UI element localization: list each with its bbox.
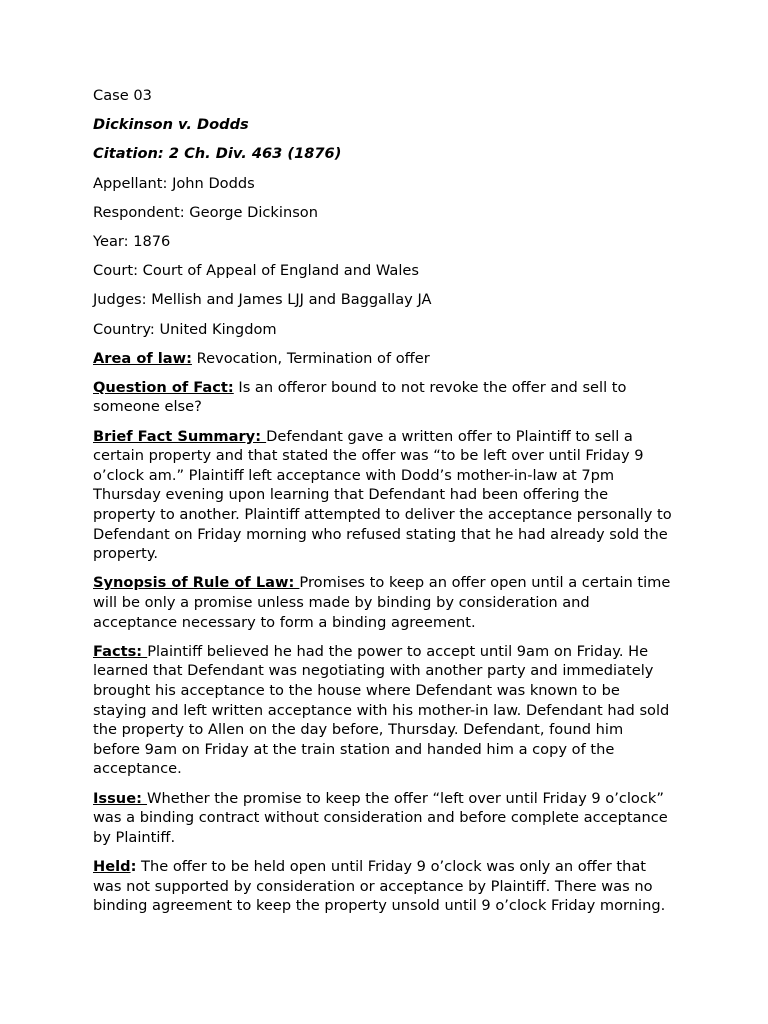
- synopsis-text: Promises to keep an offer open until a certain time will be only a promise unless made by binding by consideration and acceptance necessary to form a binding agreement.: [93, 574, 671, 631]
- area-of-law-label: Area of law:: [93, 349, 192, 367]
- case-name: Dickinson v. Dodds: [93, 116, 249, 134]
- court: Court: Court of Appeal of England and Wales: [93, 262, 419, 280]
- facts-section: [93, 642, 673, 779]
- held-section: [93, 857, 673, 916]
- brief-fact-summary-section: [93, 427, 673, 564]
- brief-fact-summary-text: Defendant gave a written offer to Plaintiff to sell a certain property and that stated the offer was “to be left over until Friday 9 o’clock am.” Plaintiff left acceptance with Dodd’s mother-in-law at 7pm Thursday evening upon learning that Defendant had been offering the property to another. Plaintiff attempted to deliver the acceptance personally to Defendant on Friday morning who refused stating that he had already sold the property.: [93, 427, 672, 563]
- judges: Judges: Mellish and James LJJ and Baggallay JA: [93, 291, 432, 309]
- facts-text: Plaintiff believed he had the power to accept until 9am on Friday. He learned that Defendant was negotiating with another party and immediately brought his acceptance to the house where Defendant was known to be staying and left written acceptance with his mother-in law. Defendant had sold the property to Allen on the day before, Thursday. Defendant, found him before 9am on Friday at the train station and handed him a copy of the acceptance.: [93, 642, 670, 778]
- year: Year: 1876: [93, 232, 171, 250]
- area-of-law-text: Revocation, Termination of offer: [191, 349, 430, 367]
- brief-fact-summary-label: Brief Fact Summary:: [93, 427, 267, 445]
- country: Country: United Kingdom: [93, 320, 277, 338]
- issue-label: Issue:: [93, 789, 148, 807]
- held-label: Held: [93, 857, 131, 875]
- issue-section: [93, 789, 673, 848]
- case-number: Case 03: [93, 87, 152, 104]
- synopsis-section: [93, 573, 673, 632]
- question-of-fact-text: Is an offeror bound to not revoke the offer and sell to someone else?: [93, 378, 627, 416]
- respondent: Respondent: George Dickinson: [93, 203, 318, 221]
- facts-label: Facts:: [93, 642, 148, 660]
- held-colon: :: [130, 857, 137, 875]
- appellant: Appellant: John Dodds: [93, 174, 255, 192]
- synopsis-label: Synopsis of Rule of Law:: [93, 574, 300, 592]
- citation: Citation: 2 Ch. Div. 463 (1876): [93, 145, 342, 163]
- area-of-law-section: [93, 349, 673, 369]
- document-page: [93, 86, 673, 925]
- question-of-fact-section: [93, 378, 673, 417]
- held-text: The offer to be held open until Friday 9 o’clock was only an offer that was not supported by consideration or acceptance by Plaintiff. There was no binding agreement to keep the property unsold until 9 o’clock Friday morning.: [93, 857, 666, 915]
- issue-text: Whether the promise to keep the offer “left over until Friday 9 o’clock” was a binding contract without consideration and before complete acceptance by Plaintiff.: [93, 789, 668, 846]
- question-of-fact-label: Question of Fact:: [93, 378, 234, 396]
